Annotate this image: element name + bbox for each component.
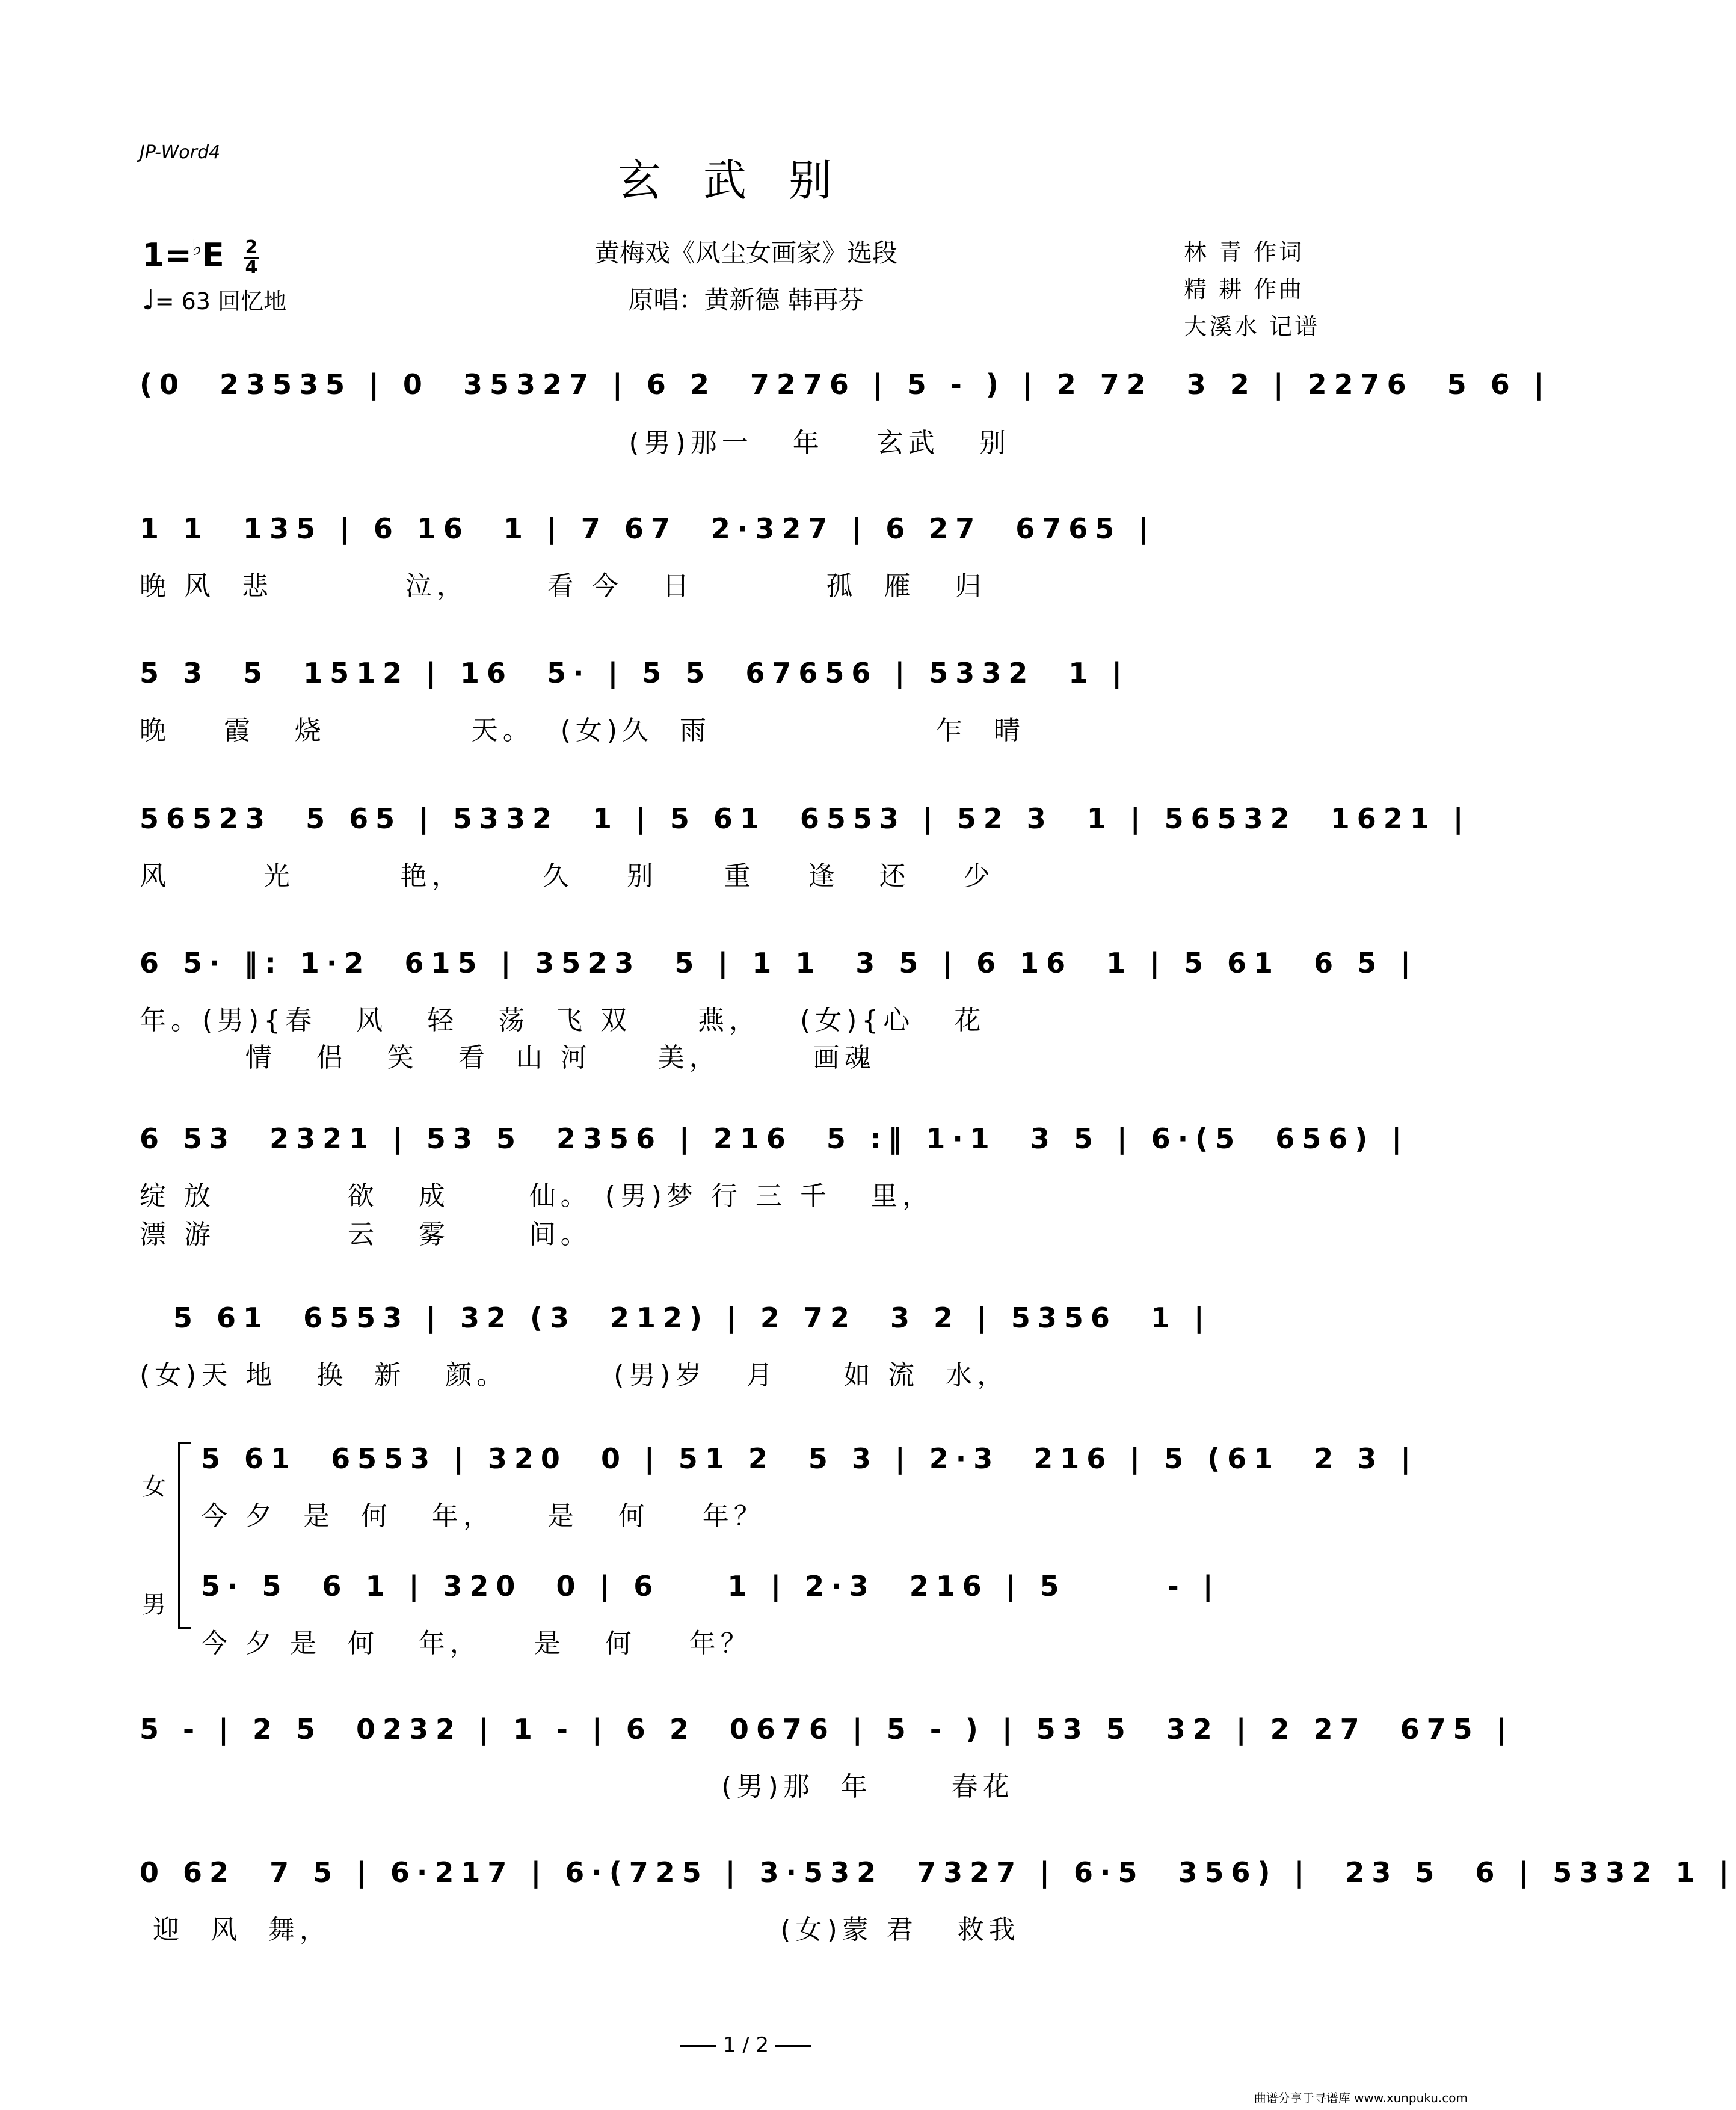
notation-line: 5 - | 2 5 0232 | 1 - | 6 2 0676 | 5 - ) | 53 5 32 | 2 27 675 | <box>140 1713 1514 1746</box>
credits <box>1184 233 1320 345</box>
lyric-line: 年。(男){春 风 轻 荡 飞 双 燕， (女){心 花 <box>140 1005 986 1036</box>
transcriber-credit: 大溪水 记谱 <box>1184 313 1320 340</box>
page-number <box>0 2033 1492 2057</box>
notation-line: 56523 5 65 | 5332 1 | 5 61 6553 | 52 3 1 | 56532 1621 | <box>140 802 1471 835</box>
key-prefix: 1= <box>142 236 192 274</box>
duet-bracket <box>178 1442 180 1629</box>
lyric-line: 绽 放 欲 成 仙。 (男)梦 行 三 千 里， <box>140 1181 934 1211</box>
part-label-male: 男 <box>142 1591 166 1619</box>
lyric-line: 风 光 艳， 久 别 重 逢 还 少 <box>140 861 995 891</box>
bracket-top <box>178 1442 191 1444</box>
watermark: 曲谱分享于寻谱库 www.xunpuku.com <box>1254 2091 1468 2105</box>
notation-line: 6 5· ‖: 1·2 615 | 3523 5 | 1 1 3 5 | 6 16 1 | 5 61 6 5 | <box>140 947 1418 979</box>
notation-line: 0 62 7 5 | 6·217 | 6·(725 | 3·532 7327 | 6·5 356) | 23 5 6 | 5332 1 | <box>140 1856 1736 1889</box>
lyric-line-male: 今 夕 是 何 年， 是 何 年？ <box>201 1628 752 1659</box>
notation-line-female: 5 61 6553 | 320 0 | 51 2 5 3 | 2·3 216 | 5 (61 2 3 | <box>201 1442 1418 1475</box>
notation-line: (0 23535 | 0 35327 | 6 2 7276 | 5 - ) | 2 72 3 2 | 2276 5 6 | <box>140 368 1551 401</box>
part-label-female: 女 <box>142 1473 166 1501</box>
notation-line: 5 3 5 1512 | 16 5· | 5 5 67656 | 5332 1 | <box>140 657 1130 689</box>
lyric-line: (女)天 地 换 新 颜。 (男)岁 月 如 流 水， <box>140 1360 1009 1391</box>
lyric-line-female: 今 夕 是 何 年， 是 何 年？ <box>201 1501 765 1531</box>
lyricist-credit: 林 青 作词 <box>1184 239 1305 265</box>
lyric-line: 迎 风 舞， (女)蒙 君 救我 <box>140 1915 1020 1945</box>
page-rule-left <box>680 2045 716 2047</box>
notation-line: 5 61 6553 | 32 (3 212) | 2 72 3 2 | 5356 1 | <box>140 1302 1211 1334</box>
composer-credit: 精 耕 作曲 <box>1184 276 1305 303</box>
lyric-line: 漂 游 云 雾 间。 <box>140 1219 592 1250</box>
tempo-value: = 63 <box>155 288 211 315</box>
time-denominator: 4 <box>245 256 258 278</box>
notation-line: 1 1 135 | 6 16 1 | 7 67 2·327 | 6 27 6765 | <box>140 512 1156 545</box>
source-label: JP-Word4 <box>140 142 221 163</box>
page-number-text: 1 / 2 <box>722 2033 769 2057</box>
lyric-line: (男)那一 年 玄武 别 <box>140 428 1011 458</box>
lyric-line: 晚 霞 烧 天。 (女)久 雨 乍 晴 <box>140 715 1025 746</box>
time-numerator: 2 <box>245 236 258 258</box>
flat-sign: ♭ <box>191 236 202 260</box>
page-title: 玄武别 <box>617 155 874 206</box>
subtitle: 黄梅戏《风尘女画家》选段 <box>594 238 897 268</box>
tempo-mood: 回忆地 <box>218 288 287 315</box>
key-letter: E <box>202 236 224 274</box>
lyric-line: (男)那 年 春花 <box>140 1771 1014 1802</box>
lyric-line: 情 侣 笑 看 山 河 美， 画魂 <box>140 1042 876 1073</box>
bracket-bottom <box>178 1627 191 1629</box>
page-rule-right <box>775 2045 811 2047</box>
lyric-line: 晚 风 悲 泣， 看 今 日 孤 雁 归 <box>140 571 987 601</box>
quarter-note-icon: ♩ <box>142 283 155 316</box>
notation-line: 6 53 2321 | 53 5 2356 | 216 5 :‖ 1·1 3 5 | 6·(5 656) | <box>140 1122 1409 1155</box>
notation-line-male: 5· 5 6 1 | 320 0 | 6 1 | 2·3 216 | 5 - | <box>201 1570 1220 1602</box>
original-singers: 原唱：黄新德 韩再芬 <box>628 285 864 315</box>
